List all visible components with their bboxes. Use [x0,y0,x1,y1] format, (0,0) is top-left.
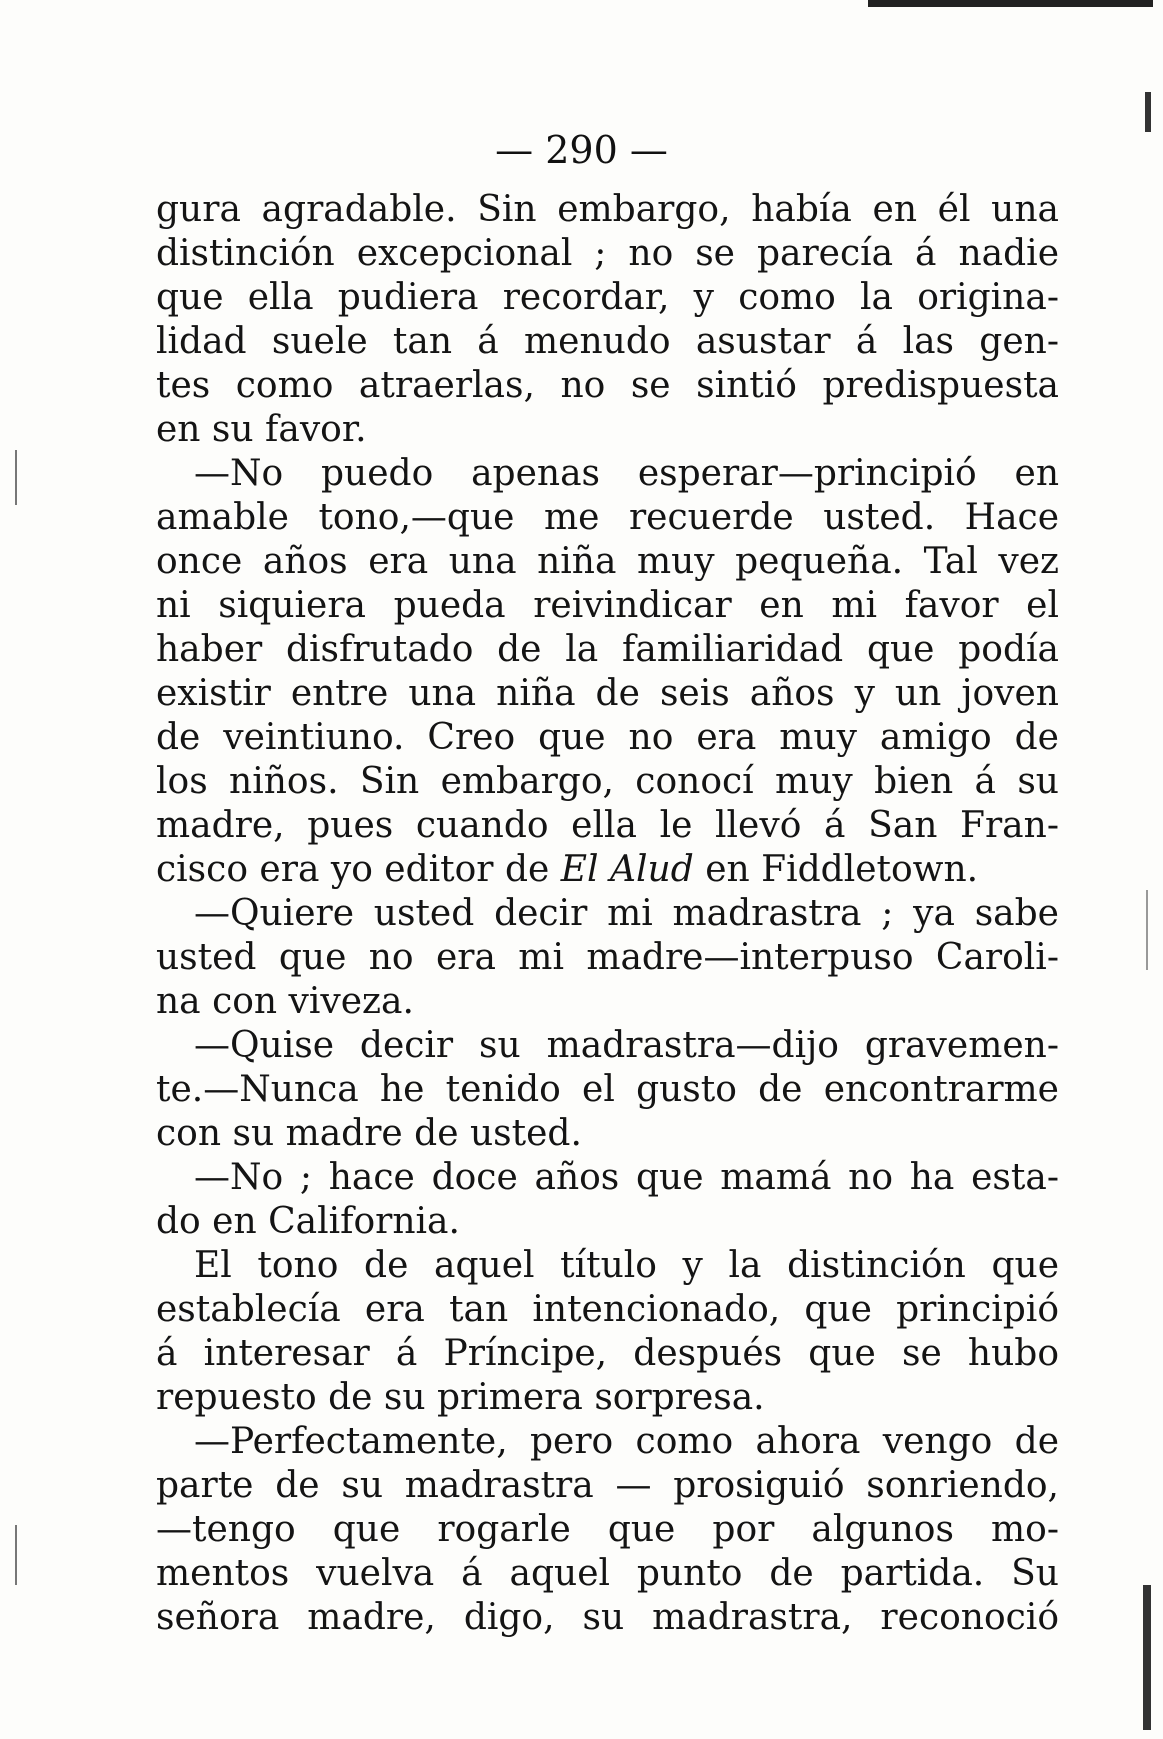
scan-edge-mark [1145,92,1151,132]
scan-edge-mark [1143,1585,1151,1730]
text-segment: cisco era yo editor de [156,849,561,890]
text-line: —Quiere usted decir mi madrastra ; ya sabe [194,893,1059,934]
text-line: —Quise decir su madrastra—dijo gravemen- [194,1025,1059,1066]
text-line: usted que no era mi madre—interpuso Caroli- [156,937,1059,978]
text-line: con su madre de usted. [156,1113,582,1154]
text-line: repuesto de su primera sorpresa. [156,1377,765,1418]
text-line: que ella pudiera recordar, y como la origina- [156,277,1059,318]
text-line: once años era una niña muy pequeña. Tal vez [156,541,1059,582]
text-line: madre, pues cuando ella le llevó á San Fran- [156,805,1059,846]
text-line: tes como atraerlas, no se sintió predispuesta [156,365,1059,406]
text-line: —tengo que rogarle que por algunos mo- [156,1509,1059,1550]
scan-edge-mark [1146,890,1148,970]
text-line: gura agradable. Sin embargo, había en él una [156,189,1059,230]
text-line: distinción excepcional ; no se parecía á nadie [156,233,1059,274]
text-line: establecía era tan intencionado, que principió [156,1289,1059,1330]
text-line: El tono de aquel título y la distinción que [194,1245,1059,1286]
text-line: ni siquiera pueda reivindicar en mi favor el [156,585,1059,626]
text-line: á interesar á Príncipe, después que se hubo [156,1333,1059,1374]
text-line: do en California. [156,1201,460,1242]
text-line: mentos vuelva á aquel punto de partida. Su [156,1553,1059,1594]
top-edge-rule [868,0,1153,7]
text-line: de veintiuno. Creo que no era muy amigo de [156,717,1059,758]
text-line: existir entre una niña de seis años y un joven [156,673,1059,714]
text-line: haber disfrutado de la familiaridad que podía [156,629,1059,670]
text-line: los niños. Sin embargo, conocí muy bien á su [156,761,1059,802]
text-segment: en Fiddletown. [693,849,979,890]
text-line: —No puedo apenas esperar—principió en [194,453,1059,494]
body-text [156,188,1059,1640]
text-line: en su favor. [156,409,367,450]
italic-title: El Alud [560,849,694,890]
scan-edge-mark [15,450,17,505]
scan-edge-mark [15,1525,17,1585]
text-line: parte de su madrastra — prosiguió sonriendo, [156,1465,1059,1506]
page-number: — 290 — [495,128,668,172]
text-line: señora madre, digo, su madrastra, reconoció [156,1597,1059,1638]
text-line: na con viveza. [156,981,414,1022]
text-line: —Perfectamente, pero como ahora vengo de [194,1421,1059,1462]
text-line: amable tono,—que me recuerde usted. Hace [156,497,1059,538]
text-line: te.—Nunca he tenido el gusto de encontrarme [156,1069,1059,1110]
text-line [156,848,1059,892]
text-line: lidad suele tan á menudo asustar á las gen- [156,321,1059,362]
text-line: —No ; hace doce años que mamá no ha esta- [194,1157,1059,1198]
